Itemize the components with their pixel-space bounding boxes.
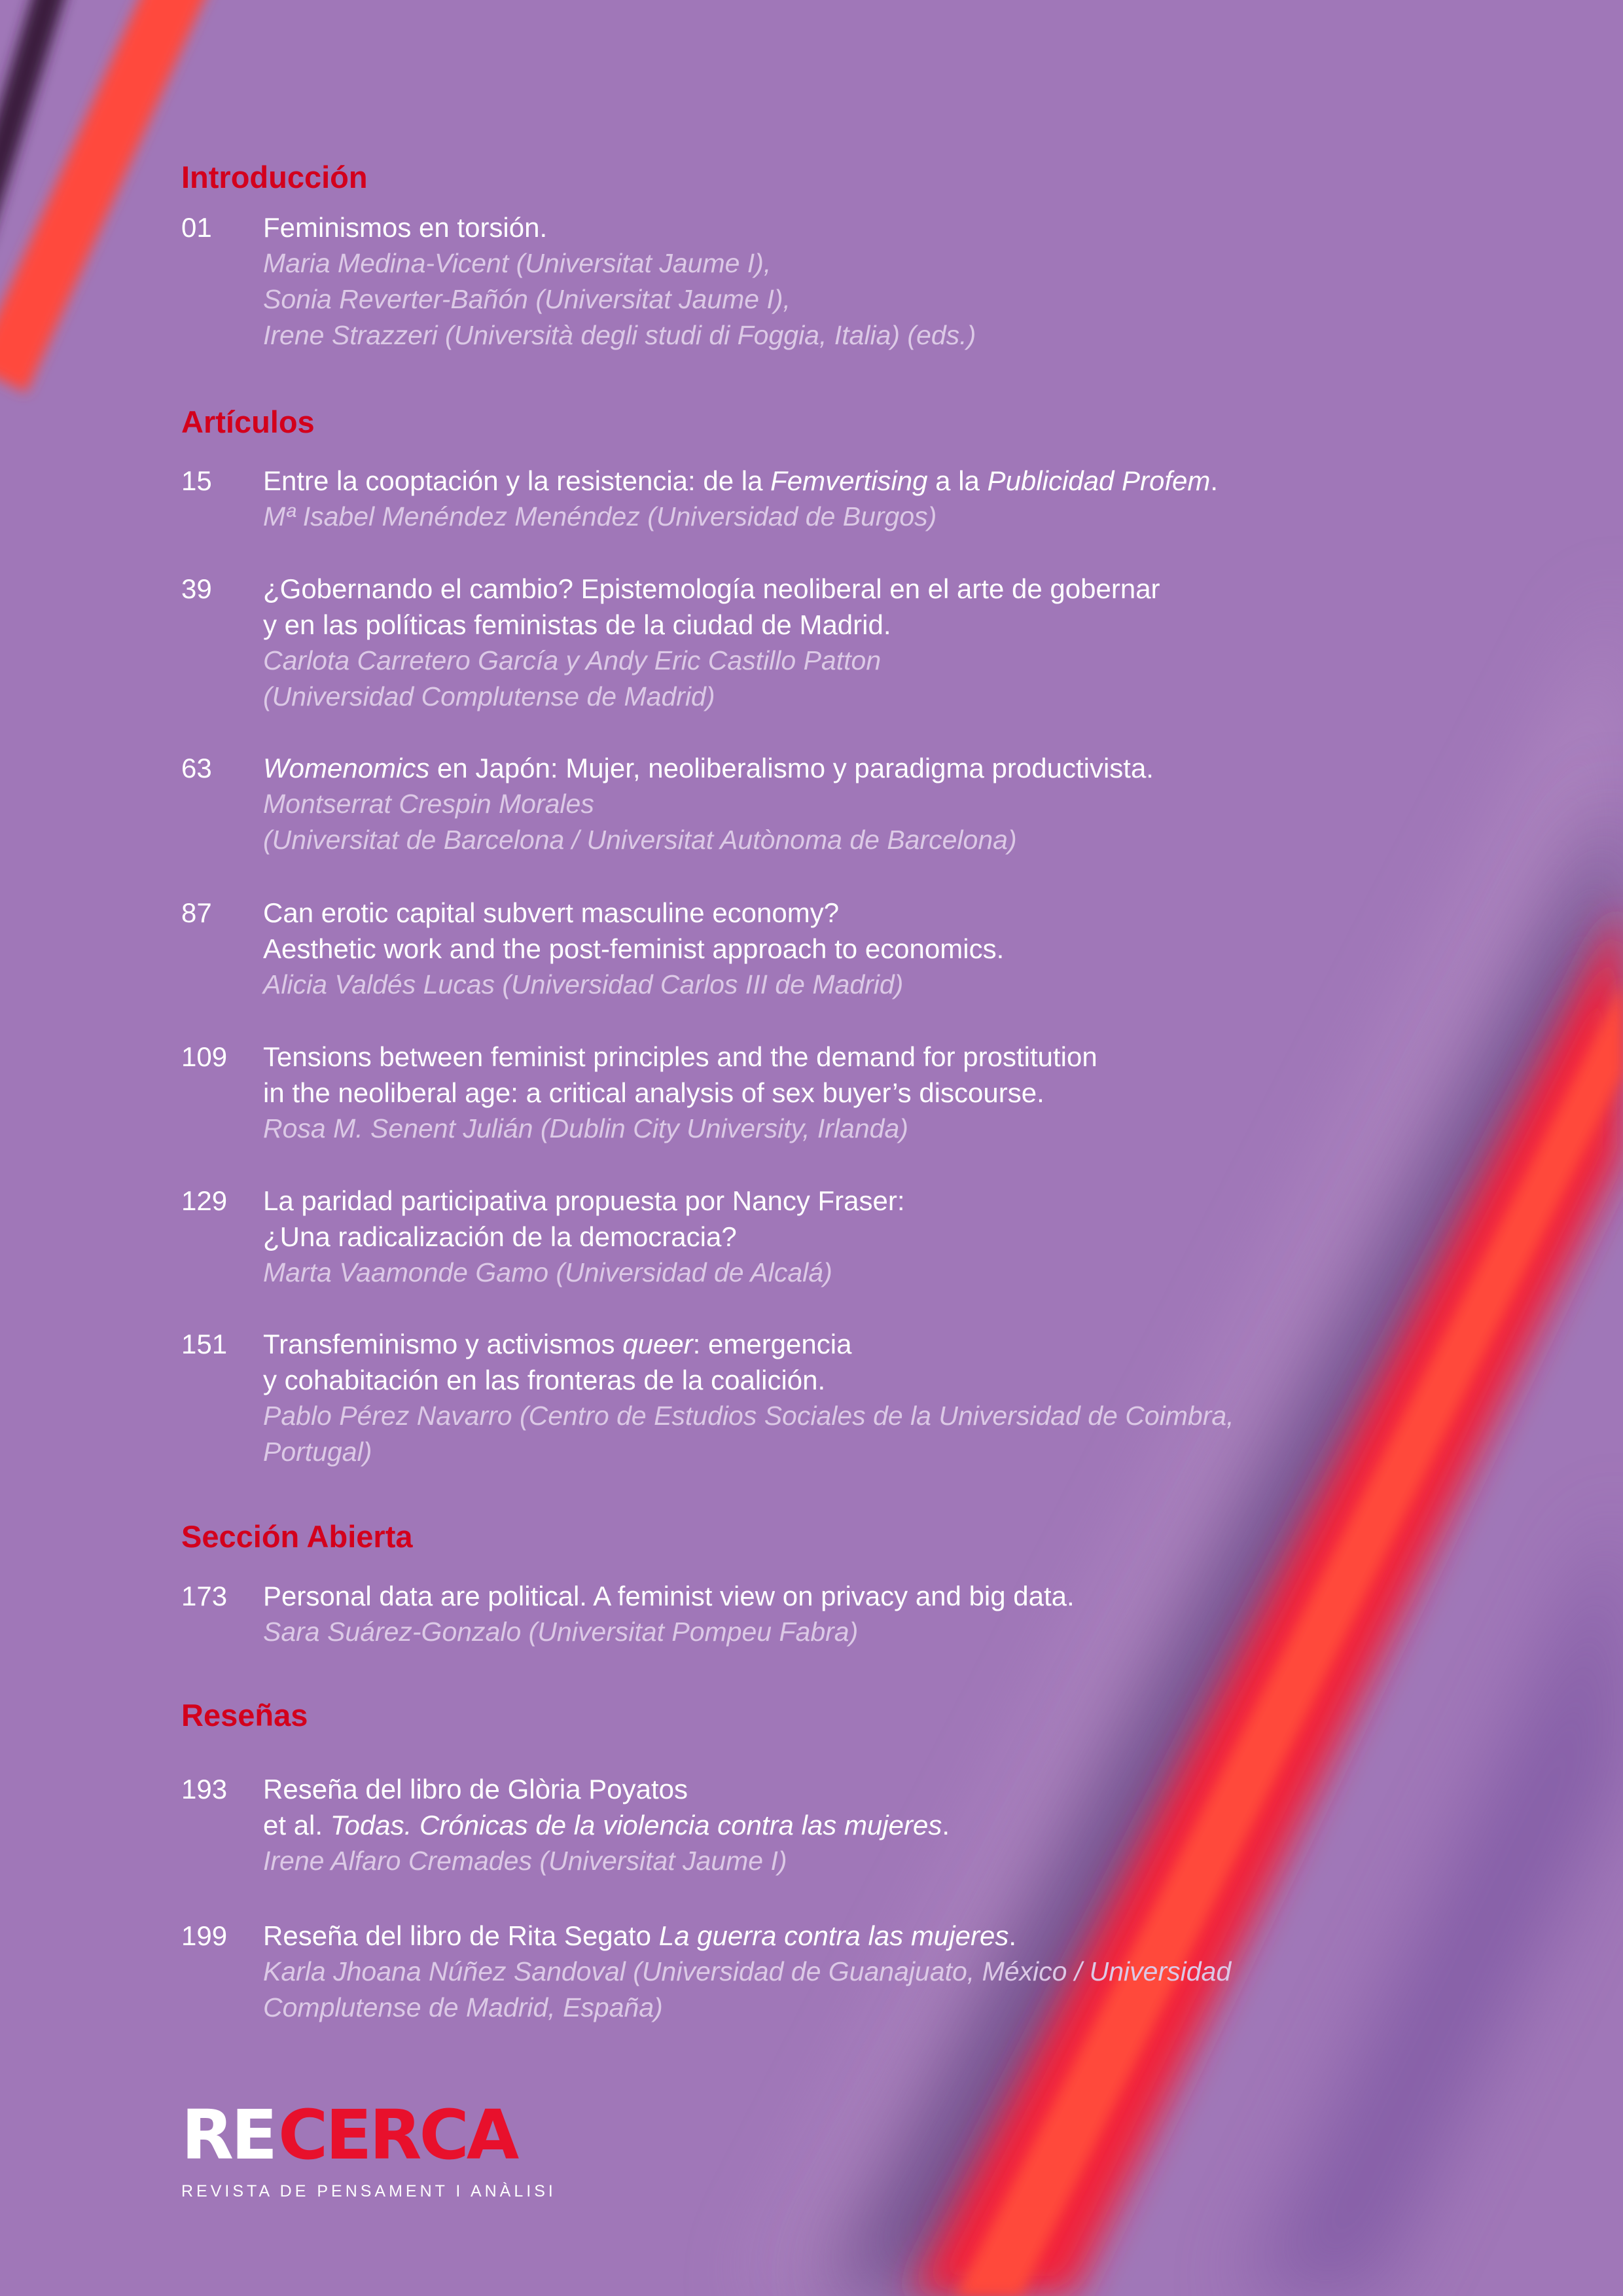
page-number: 193	[181, 1774, 228, 1804]
logo-tagline: REVISTA DE PENSAMENT I ANÀLISI	[181, 2182, 556, 2200]
entry-title: Transfeminismo y activismos queer: emergencia	[263, 1329, 852, 1359]
entry-title: y en las políticas feministas de la ciudad de Madrid.	[263, 609, 891, 640]
entry-title: y cohabitación en las fronteras de la coalición.	[263, 1365, 826, 1395]
entry-author: Irene Strazzeri (Università degli studi di Foggia, Italia) (eds.)	[263, 320, 976, 350]
section-heading-introduccion: Introducción	[181, 160, 368, 194]
entry-author: Maria Medina-Vicent (Universitat Jaume I),	[263, 248, 772, 278]
entry-author: Alicia Valdés Lucas (Universidad Carlos III de Madrid)	[263, 969, 904, 999]
entry-title: Aesthetic work and the post-feminist approach to economics.	[263, 933, 1005, 964]
entry-title: Entre la cooptación y la resistencia: de la Femvertising a la Publicidad Profem.	[263, 465, 1219, 496]
svg-text:RE: RE	[181, 2095, 276, 2166]
page-number: 199	[181, 1920, 228, 1951]
entry-author: (Universitat de Barcelona / Universitat Autònoma de Barcelona)	[263, 825, 1017, 855]
page-number: 151	[181, 1329, 228, 1359]
entry-author: (Universidad Complutense de Madrid)	[263, 681, 715, 711]
entry-author: Pablo Pérez Navarro (Centro de Estudios Sociales de la Universidad de Coimbra,	[263, 1401, 1234, 1431]
page-number: 129	[181, 1185, 228, 1216]
entry-author: Marta Vaamonde Gamo (Universidad de Alcalá)	[263, 1257, 832, 1287]
entry-title: ¿Gobernando el cambio? Epistemología neoliberal en el arte de gobernar	[263, 573, 1160, 604]
entry-author: Sara Suárez-Gonzalo (Universitat Pompeu Fabra)	[263, 1617, 859, 1647]
entry-author: Rosa M. Senent Julián (Dublin City University, Irlanda)	[263, 1113, 908, 1143]
entry-author: Montserrat Crespin Morales	[263, 789, 594, 819]
recerca-logo	[181, 2094, 548, 2166]
entry-author: Sonia Reverter-Bañón (Universitat Jaume I),	[263, 284, 791, 314]
entry-author: Irene Alfaro Cremades (Universitat Jaume I)	[263, 1846, 787, 1876]
entry-author: Karla Jhoana Núñez Sandoval (Universidad de Guanajuato, México / Universidad	[263, 1956, 1232, 1986]
page-number: 01	[181, 212, 212, 243]
entry-author: Carlota Carretero García y Andy Eric Castillo Patton	[263, 645, 882, 675]
entry-title: Reseña del libro de Glòria Poyatos	[263, 1774, 688, 1804]
page-number: 173	[181, 1581, 228, 1611]
entry-author: Complutense de Madrid, España)	[263, 1992, 663, 2022]
entry-author: Mª Isabel Menéndez Menéndez (Universidad de Burgos)	[263, 501, 937, 531]
svg-text:CERCA: CERCA	[278, 2095, 517, 2166]
page-number: 63	[181, 753, 212, 783]
entry-title: Feminismos en torsión.	[263, 212, 548, 243]
page-number: 39	[181, 573, 212, 604]
entry-title: et al. Todas. Crónicas de la violencia contra las mujeres.	[263, 1810, 950, 1840]
entry-title: Personal data are political. A feminist view on privacy and big data.	[263, 1581, 1075, 1611]
entry-title: Reseña del libro de Rita Segato La guerra contra las mujeres.	[263, 1920, 1016, 1951]
section-heading-articulos: Artículos	[181, 404, 315, 439]
page-number: 15	[181, 465, 212, 496]
entry-title: Can erotic capital subvert masculine economy?	[263, 897, 840, 928]
entry-author: Portugal)	[263, 1437, 372, 1467]
entry-title: Tensions between feminist principles and the demand for prostitution	[263, 1041, 1097, 1072]
page-number: 87	[181, 897, 212, 928]
entry-title: in the neoliberal age: a critical analysis of sex buyer’s discourse.	[263, 1077, 1044, 1108]
section-heading-resenas: Reseñas	[181, 1698, 308, 1732]
entry-title: ¿Una radicalización de la democracia?	[263, 1221, 737, 1252]
entry-title: La paridad participativa propuesta por Nancy Fraser:	[263, 1185, 905, 1216]
section-heading-seccion-abierta: Sección Abierta	[181, 1519, 413, 1554]
entry-title: Womenomics en Japón: Mujer, neoliberalismo y paradigma productivista.	[263, 753, 1154, 783]
page-number: 109	[181, 1041, 228, 1072]
